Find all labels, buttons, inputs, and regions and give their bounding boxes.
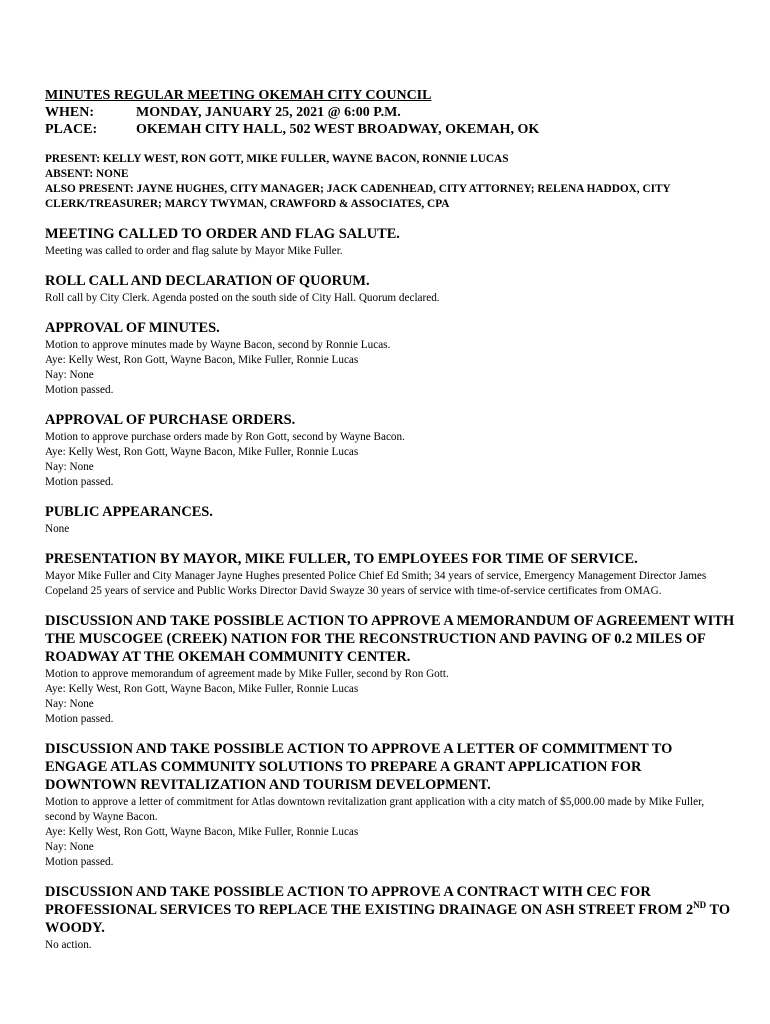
section-body [45, 522, 735, 537]
when-row [45, 104, 735, 121]
document-title: MINUTES REGULAR MEETING OKEMAH CITY COUNCIL [45, 88, 432, 103]
aye-line: Aye: Kelly West, Ron Gott, Wayne Bacon, Mike Fuller, Ronnie Lucas [45, 826, 359, 838]
motion-line: Motion to approve memorandum of agreement made by Mike Fuller, second by Ron Gott. [45, 668, 449, 680]
place-value: OKEMAH CITY HALL, 502 WEST BROADWAY, OKEMAH, OK [136, 122, 540, 137]
section-body [45, 244, 735, 259]
heading-text-end: TO WOODY. [45, 902, 731, 936]
heading-text: DISCUSSION AND TAKE POSSIBLE ACTION TO APPROVE A CONTRACT WITH CEC FOR PROFESSIONAL SERVICES TO REPLACE THE EXISTING DRAINAGE ON ASH STREET FROM 2 [45, 884, 694, 918]
motion-line: Motion to approve purchase orders made by Ron Gott, second by Wayne Bacon. [45, 431, 405, 443]
present-line: PRESENT: KELLY WEST, RON GOTT, MIKE FULLER, WAYNE BACON, RONNIE LUCAS [45, 153, 509, 165]
section-body [45, 938, 735, 953]
meeting-header [45, 87, 735, 138]
section-body [45, 291, 735, 306]
nay-line: Nay: None [45, 841, 94, 853]
result-line: Motion passed. [45, 384, 114, 396]
section-call-to-order [45, 225, 735, 259]
result-line: Motion passed. [45, 713, 114, 725]
attendance-block [45, 152, 735, 212]
absent-line: ABSENT: NONE [45, 168, 129, 180]
section-heading: APPROVAL OF MINUTES. [45, 320, 220, 336]
nay-line: Nay: None [45, 369, 94, 381]
section-heading: APPROVAL OF PURCHASE ORDERS. [45, 412, 296, 428]
section-heading: MEETING CALLED TO ORDER AND FLAG SALUTE. [45, 226, 400, 242]
section-letter-of-commitment [45, 740, 735, 870]
section-memorandum-of-agreement [45, 612, 735, 727]
section-purchase-orders [45, 411, 735, 490]
body-line: None [45, 523, 70, 535]
section-heading: DISCUSSION AND TAKE POSSIBLE ACTION TO APPROVE A LETTER OF COMMITMENT TO ENGAGE ATLAS COMMUNITY SOLUTIONS TO PREPARE A GRANT APPLICATION FOR DOWNTOWN REVITALIZATION AND TOURISM DEVELOPMENT. [45, 741, 673, 793]
body-line: No action. [45, 939, 92, 951]
place-row [45, 121, 735, 138]
also-present-line: ALSO PRESENT: JAYNE HUGHES, CITY MANAGER; JACK CADENHEAD, CITY ATTORNEY; RELENA HADDOX, CITY CLERK/TREASURER; MARCY TWYMAN, CRAWFORD & ASSOCIATES, CPA [45, 183, 671, 210]
aye-line: Aye: Kelly West, Ron Gott, Wayne Bacon, Mike Fuller, Ronnie Lucas [45, 446, 359, 458]
section-heading: PRESENTATION BY MAYOR, MIKE FULLER, TO EMPLOYEES FOR TIME OF SERVICE. [45, 551, 638, 567]
section-presentation [45, 550, 735, 599]
section-heading: ROLL CALL AND DECLARATION OF QUORUM. [45, 273, 370, 289]
section-body [45, 667, 735, 727]
when-label: WHEN: [45, 105, 94, 120]
section-heading: DISCUSSION AND TAKE POSSIBLE ACTION TO APPROVE A MEMORANDUM OF AGREEMENT WITH THE MUSCOGEE (CREEK) NATION FOR THE RECONSTRUCTION AND PAVING OF 0.2 MILES OF ROADWAY AT THE OKEMAH COMMUNITY CENTER. [45, 613, 735, 665]
section-body [45, 430, 735, 490]
section-body [45, 569, 735, 599]
body-line: Mayor Mike Fuller and City Manager Jayne Hughes presented Police Chief Ed Smith; 34 years of service, Emergency Management Director James Copeland 25 years of service and Public Works Director David Swayze 30 years of service with time-of-service certificates from OMAG. [45, 570, 707, 597]
section-body [45, 795, 735, 870]
body-line: Meeting was called to order and flag salute by Mayor Mike Fuller. [45, 245, 343, 257]
body-line: Roll call by City Clerk. Agenda posted on the south side of City Hall. Quorum declared. [45, 292, 440, 304]
minutes-document [45, 87, 735, 953]
result-line: Motion passed. [45, 476, 114, 488]
place-label: PLACE: [45, 122, 98, 137]
aye-line: Aye: Kelly West, Ron Gott, Wayne Bacon, Mike Fuller, Ronnie Lucas [45, 683, 359, 695]
when-value: MONDAY, JANUARY 25, 2021 @ 6:00 P.M. [136, 105, 401, 120]
section-public-appearances [45, 503, 735, 537]
nay-line: Nay: None [45, 698, 94, 710]
motion-line: Motion to approve minutes made by Wayne Bacon, second by Ronnie Lucas. [45, 339, 391, 351]
section-roll-call [45, 272, 735, 306]
aye-line: Aye: Kelly West, Ron Gott, Wayne Bacon, Mike Fuller, Ronnie Lucas [45, 354, 359, 366]
section-cec-contract [45, 883, 735, 953]
section-approval-of-minutes [45, 319, 735, 398]
ordinal-suffix: ND [693, 900, 707, 911]
nay-line: Nay: None [45, 461, 94, 473]
motion-line: Motion to approve a letter of commitment for Atlas downtown revitalization grant application with a city match of $5,000.00 made by Mike Fuller, second by Wayne Bacon. [45, 796, 705, 823]
section-heading: PUBLIC APPEARANCES. [45, 504, 213, 520]
section-heading [45, 883, 735, 937]
section-body [45, 338, 735, 398]
result-line: Motion passed. [45, 856, 114, 868]
